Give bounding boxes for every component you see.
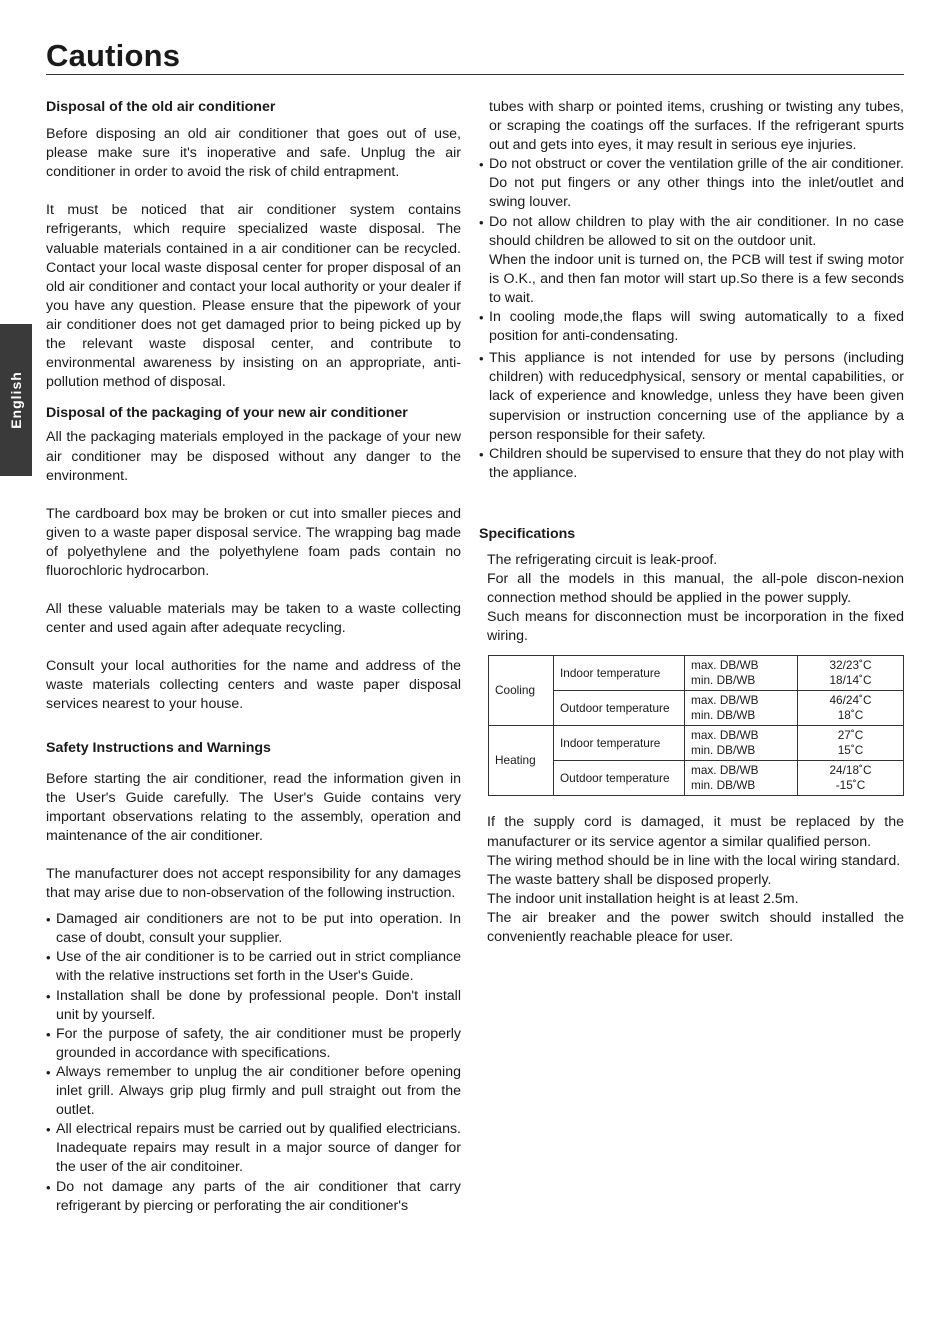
measure-cell: max. DB/WB min. DB/WB — [685, 726, 798, 761]
right-column — [479, 98, 904, 947]
spec-line: For all the models in this manual, the all-pole discon-nexion connection method should be applied in the power supply. — [487, 571, 904, 607]
disposal-old-paragraph-1: Before disposing an old air conditioner that goes out of use, please make sure it's inoperative and safe. Unplug the air conditioner in order to avoid the risk of child entrapment. — [46, 126, 461, 181]
spec-note: The wiring method should be in line with the local wiring standard. — [487, 852, 901, 869]
safety-bullet: • Installation shall be done by professional people. Don't install unit by yourself. — [46, 987, 461, 1025]
condition-cell: Indoor temperature — [554, 726, 685, 761]
specifications-heading: Specifications — [479, 525, 576, 542]
safety-paragraph-2: The manufacturer does not accept responsibility for any damages that may arise due to non-observation of the following instruction. — [46, 866, 461, 902]
title-divider — [46, 74, 904, 75]
mode-cell-cooling: Cooling — [489, 656, 554, 726]
safety-paragraph-1: Before starting the air conditioner, read the information given in the User's Guide carefully. The User's Guide contains very important observations relating to the assembly, operation and maintenance of the air conditioner. — [46, 770, 461, 844]
disposal-packaging-paragraph-4: Consult your local authorities for the name and address of the waste materials collecting centers and waste paper disposal services nearest to your house. — [46, 658, 461, 713]
table-row — [489, 656, 904, 691]
table-row — [489, 726, 904, 761]
measure-cell: max. DB/WB min. DB/WB — [685, 761, 798, 796]
left-column — [46, 98, 461, 1216]
safety-bullet: • Damaged air conditioners are not to be put into operation. In case of doubt, consult your supplier. — [46, 910, 461, 948]
measure-cell: max. DB/WB min. DB/WB — [685, 691, 798, 726]
safety-bullet: • Always remember to unplug the air conditioner before opening inlet grill. Always grip plug firmly and pull straight out from the outlet. — [46, 1063, 461, 1120]
disposal-old-paragraph-2: It must be noticed that air conditioner system contains refrigerants, which require specialized waste disposal. The valuable materials contained in a air conditioner can be recycled. Contact your local waste disposal center for proper disposal of an old air conditioner and contact your local authority or your dealer if you have any question. Please ensure that the pipework of your air conditioner does not get damaged prior to being picked up by the relevant waste disposal center, and contribute to environmental awareness by insisting on an appropriate, anti-pollution method of disposal. — [46, 202, 461, 391]
specifications-table — [488, 655, 904, 796]
disposal-old-heading: Disposal of the old air conditioner — [46, 99, 276, 115]
condition-cell: Outdoor temperature — [554, 761, 685, 796]
spec-note: The indoor unit installation height is at least 2.5m. — [487, 890, 799, 907]
language-side-tab — [0, 324, 32, 476]
value-cell: 46/24˚C 18˚C — [798, 691, 904, 726]
continuation-paragraph: tubes with sharp or pointed items, crushing or twisting any tubes, or scraping the coatings off the surfaces. If the refrigerant spurts out and gets into eyes, it may result in serious eye injuries. — [489, 99, 904, 154]
caution-bullet: • Do not obstruct or cover the ventilation grille of the air conditioner. Do not put fingers or any other things into the inlet/outlet and swing louver. — [479, 155, 904, 212]
disposal-packaging-heading: Disposal of the packaging of your new air conditioner — [46, 405, 408, 422]
spec-line: The refrigerating circuit is leak-proof. — [487, 551, 718, 568]
language-label: English — [8, 371, 24, 429]
spec-note: The waste battery shall be disposed properly. — [487, 871, 772, 888]
disposal-packaging-paragraph-1: All the packaging materials employed in the package of your new air conditioner may be disposed without any danger to the environment. — [46, 429, 461, 484]
safety-bullet: • Use of the air conditioner is to be carried out in strict compliance with the relative instructions set forth in the User's Guide. — [46, 948, 461, 986]
spec-note: The air breaker and the power switch should installed the conveniently reachable pleace for user. — [487, 909, 904, 945]
spec-note: If the supply cord is damaged, it must be replaced by the manufacturer or its service agentor a similar qualified person. — [487, 814, 904, 850]
safety-heading: Safety Instructions and Warnings — [46, 739, 271, 756]
condition-cell: Outdoor temperature — [554, 691, 685, 726]
mode-cell-heating: Heating — [489, 726, 554, 796]
spec-line: Such means for disconnection must be incorporation in the fixed wiring. — [487, 609, 904, 645]
caution-bullet: • In cooling mode,the flaps will swing automatically to a fixed position for anti-condensating. — [479, 308, 904, 346]
caution-bullet: • Children should be supervised to ensure that they do not play with the appliance. — [479, 445, 904, 483]
value-cell: 27˚C 15˚C — [798, 726, 904, 761]
safety-bullet: • Do not damage any parts of the air conditioner that carry refrigerant by piercing or perforating the air conditioner's — [46, 1178, 461, 1216]
caution-bullet: • Do not allow children to play with the air conditioner. In no case should children be allowed to sit on the outdoor unit. — [479, 213, 904, 251]
page-title: Cautions — [46, 38, 181, 73]
safety-bullet: • All electrical repairs must be carried out by qualified electricians. Inadequate repairs may result in a major source of danger for the user of the air conditoiner. — [46, 1120, 461, 1177]
measure-cell: max. DB/WB min. DB/WB — [685, 656, 798, 691]
condition-cell: Indoor temperature — [554, 656, 685, 691]
disposal-packaging-paragraph-3: All these valuable materials may be taken to a waste collecting center and used again after adequate recycling. — [46, 601, 461, 637]
disposal-packaging-paragraph-2: The cardboard box may be broken or cut into smaller pieces and given to a waste paper disposal service. The wrapping bag made of polyethylene and the polyethylene foam pads contain no fluorochloric hydrocarbon. — [46, 505, 461, 579]
safety-bullet: • For the purpose of safety, the air conditioner must be properly grounded in accordance with specifications. — [46, 1025, 461, 1063]
caution-bullet: • This appliance is not intended for use by persons (including children) with reducedphysical, sensory or mental capabilities, or lack of experience and knowledge, unless they have been given supervision or instruction concerning use of the appliance by a person responsible for their safety. — [479, 349, 904, 444]
value-cell: 24/18˚C -15˚C — [798, 761, 904, 796]
value-cell: 32/23˚C 18/14˚C — [798, 656, 904, 691]
pcb-note: When the indoor unit is turned on, the PCB will test if swing motor is O.K., and then fan motor will start up.So there is a few seconds to wait. — [489, 251, 904, 306]
